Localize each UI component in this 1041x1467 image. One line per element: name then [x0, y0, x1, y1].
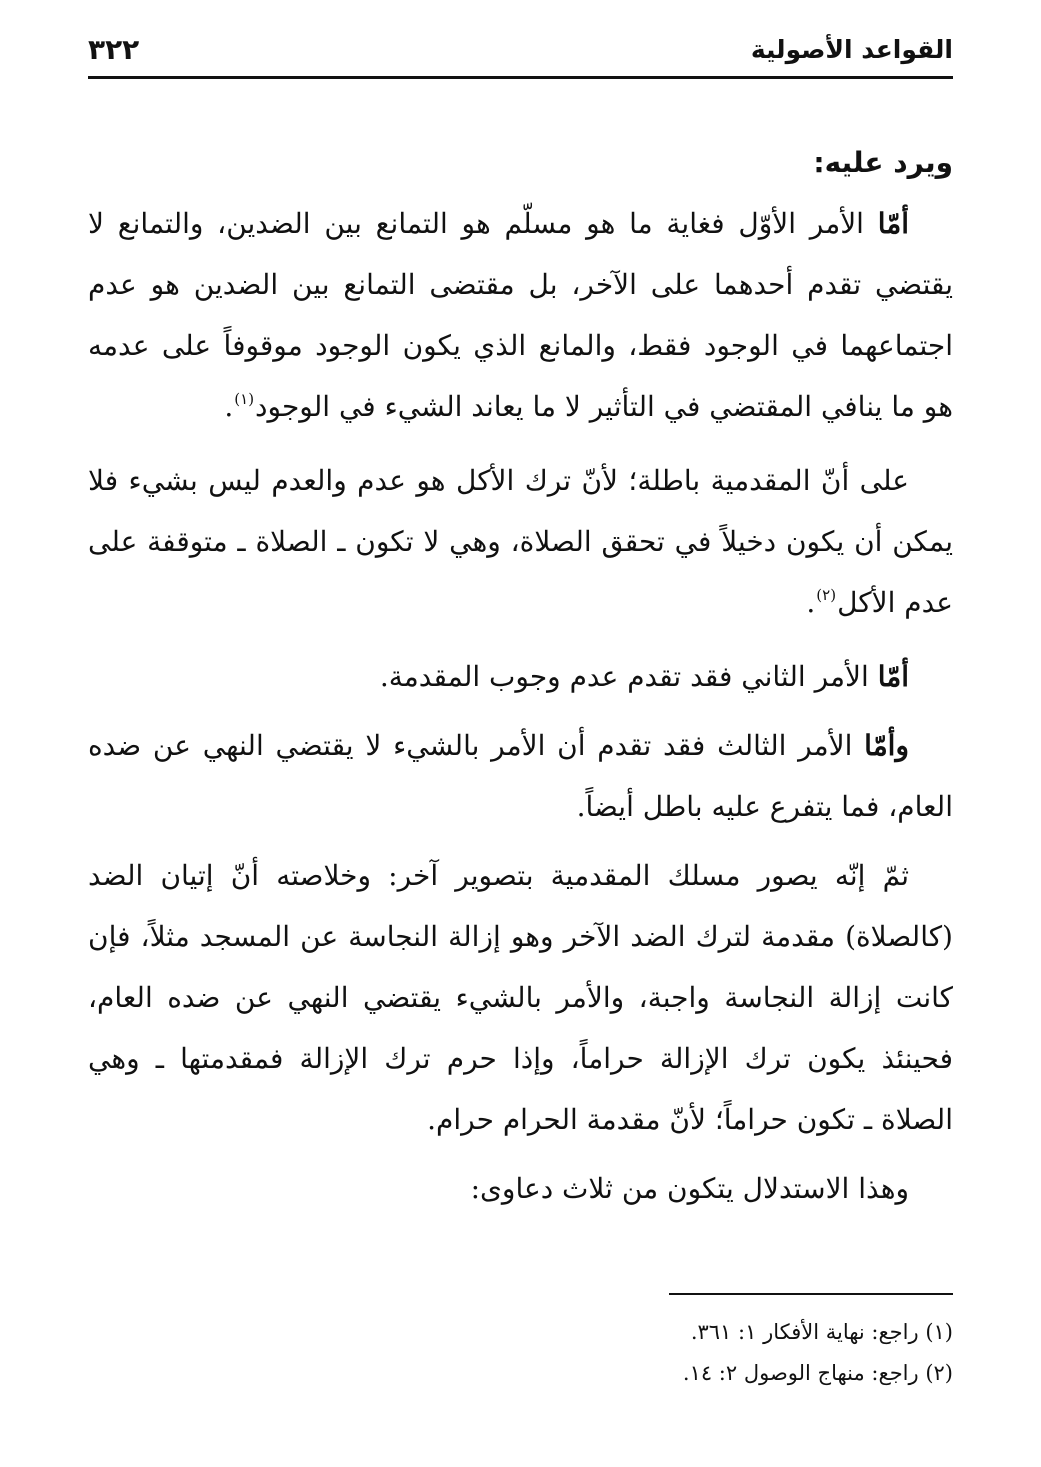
paragraph-text: الأمر الثاني فقد تقدم عدم وجوب المقدمة.	[379, 660, 878, 693]
paragraph-second-objection	[88, 646, 953, 707]
footnote-marker: (٢)	[816, 586, 837, 604]
footnote-2: (٢) راجع: منهاج الوصول ٢: ١٤.	[682, 1361, 953, 1385]
book-title: القواعد الأصولية	[750, 34, 953, 64]
running-head	[88, 28, 953, 70]
paragraph-text: الأمر الثالث فقد تقدم أن الأمر بالشيء لا يقتضي النهي عن ضده العام، فما يتفرع عليه باطل أيضاً.	[88, 729, 953, 823]
paragraph-three-claims	[88, 1158, 953, 1219]
paragraph-lead: أمّا	[877, 207, 909, 240]
paragraph-text: على أنّ المقدمية باطلة؛ لأنّ ترك الأكل هو عدم والعدم ليس بشيء فلا يمكن أن يكون دخيلاً في تحقق الصلاة، وهي لا تكون ـ الصلاة ـ متوقفة على عدم الأكل	[88, 464, 953, 619]
paragraph-preliminarity	[88, 450, 953, 638]
footnotes	[88, 1312, 953, 1394]
header-rule	[88, 76, 953, 79]
footnote-marker: (١)	[234, 390, 255, 408]
paragraph-end: .	[224, 390, 234, 423]
paragraph-text: ثمّ إنّه يصور مسلك المقدمية بتصوير آخر: وخلاصته أنّ إتيان الضد (كالصلاة) مقدمة لترك الضد الآخر وهو إزالة النجاسة عن المسجد مثلاً، فإن كانت إزالة النجاسة واجبة، والأمر بالشيء يقتضي النهي عن ضده العام، فحينئذ يكون ترك الإزالة حراماً، وإذا حرم ترك الإزالة فمقدمتها ـ وهي الصلاة ـ تكون حراماً؛ لأنّ مقدمة الحرام حرام.	[88, 859, 953, 1136]
footnote-rule	[669, 1293, 953, 1295]
paragraph-lead: أمّا	[877, 660, 909, 693]
paragraph-first-objection	[88, 193, 953, 442]
paragraph-text: وهذا الاستدلال يتكون من ثلاث دعاوى:	[470, 1172, 909, 1205]
paragraph-lead: وأمّا	[864, 729, 909, 762]
body-text	[88, 132, 953, 1227]
paragraph-third-objection	[88, 715, 953, 837]
paragraph-alternative-formulation	[88, 845, 953, 1150]
page-number: ٣٢٢	[88, 32, 140, 66]
paragraph-end: .	[806, 586, 816, 619]
section-heading: ويرد عليه:	[813, 146, 953, 179]
footnote-1: (١) راجع: نهاية الأفكار ١: ٣٦١.	[690, 1320, 953, 1344]
paragraph-text: الأمر الأوّل فغاية ما هو مسلّم هو التمانع بين الضدين، والتمانع لا يقتضي تقدم أحدهما على الآخر، بل مقتضى التمانع بين الضدين هو عدم اجتماعهما في الوجود فقط، والمانع الذي يكون الوجود موقوفاً على عدمه هو ما ينافي المقتضي في التأثير لا ما يعاند الشيء في الوجود	[88, 207, 953, 423]
